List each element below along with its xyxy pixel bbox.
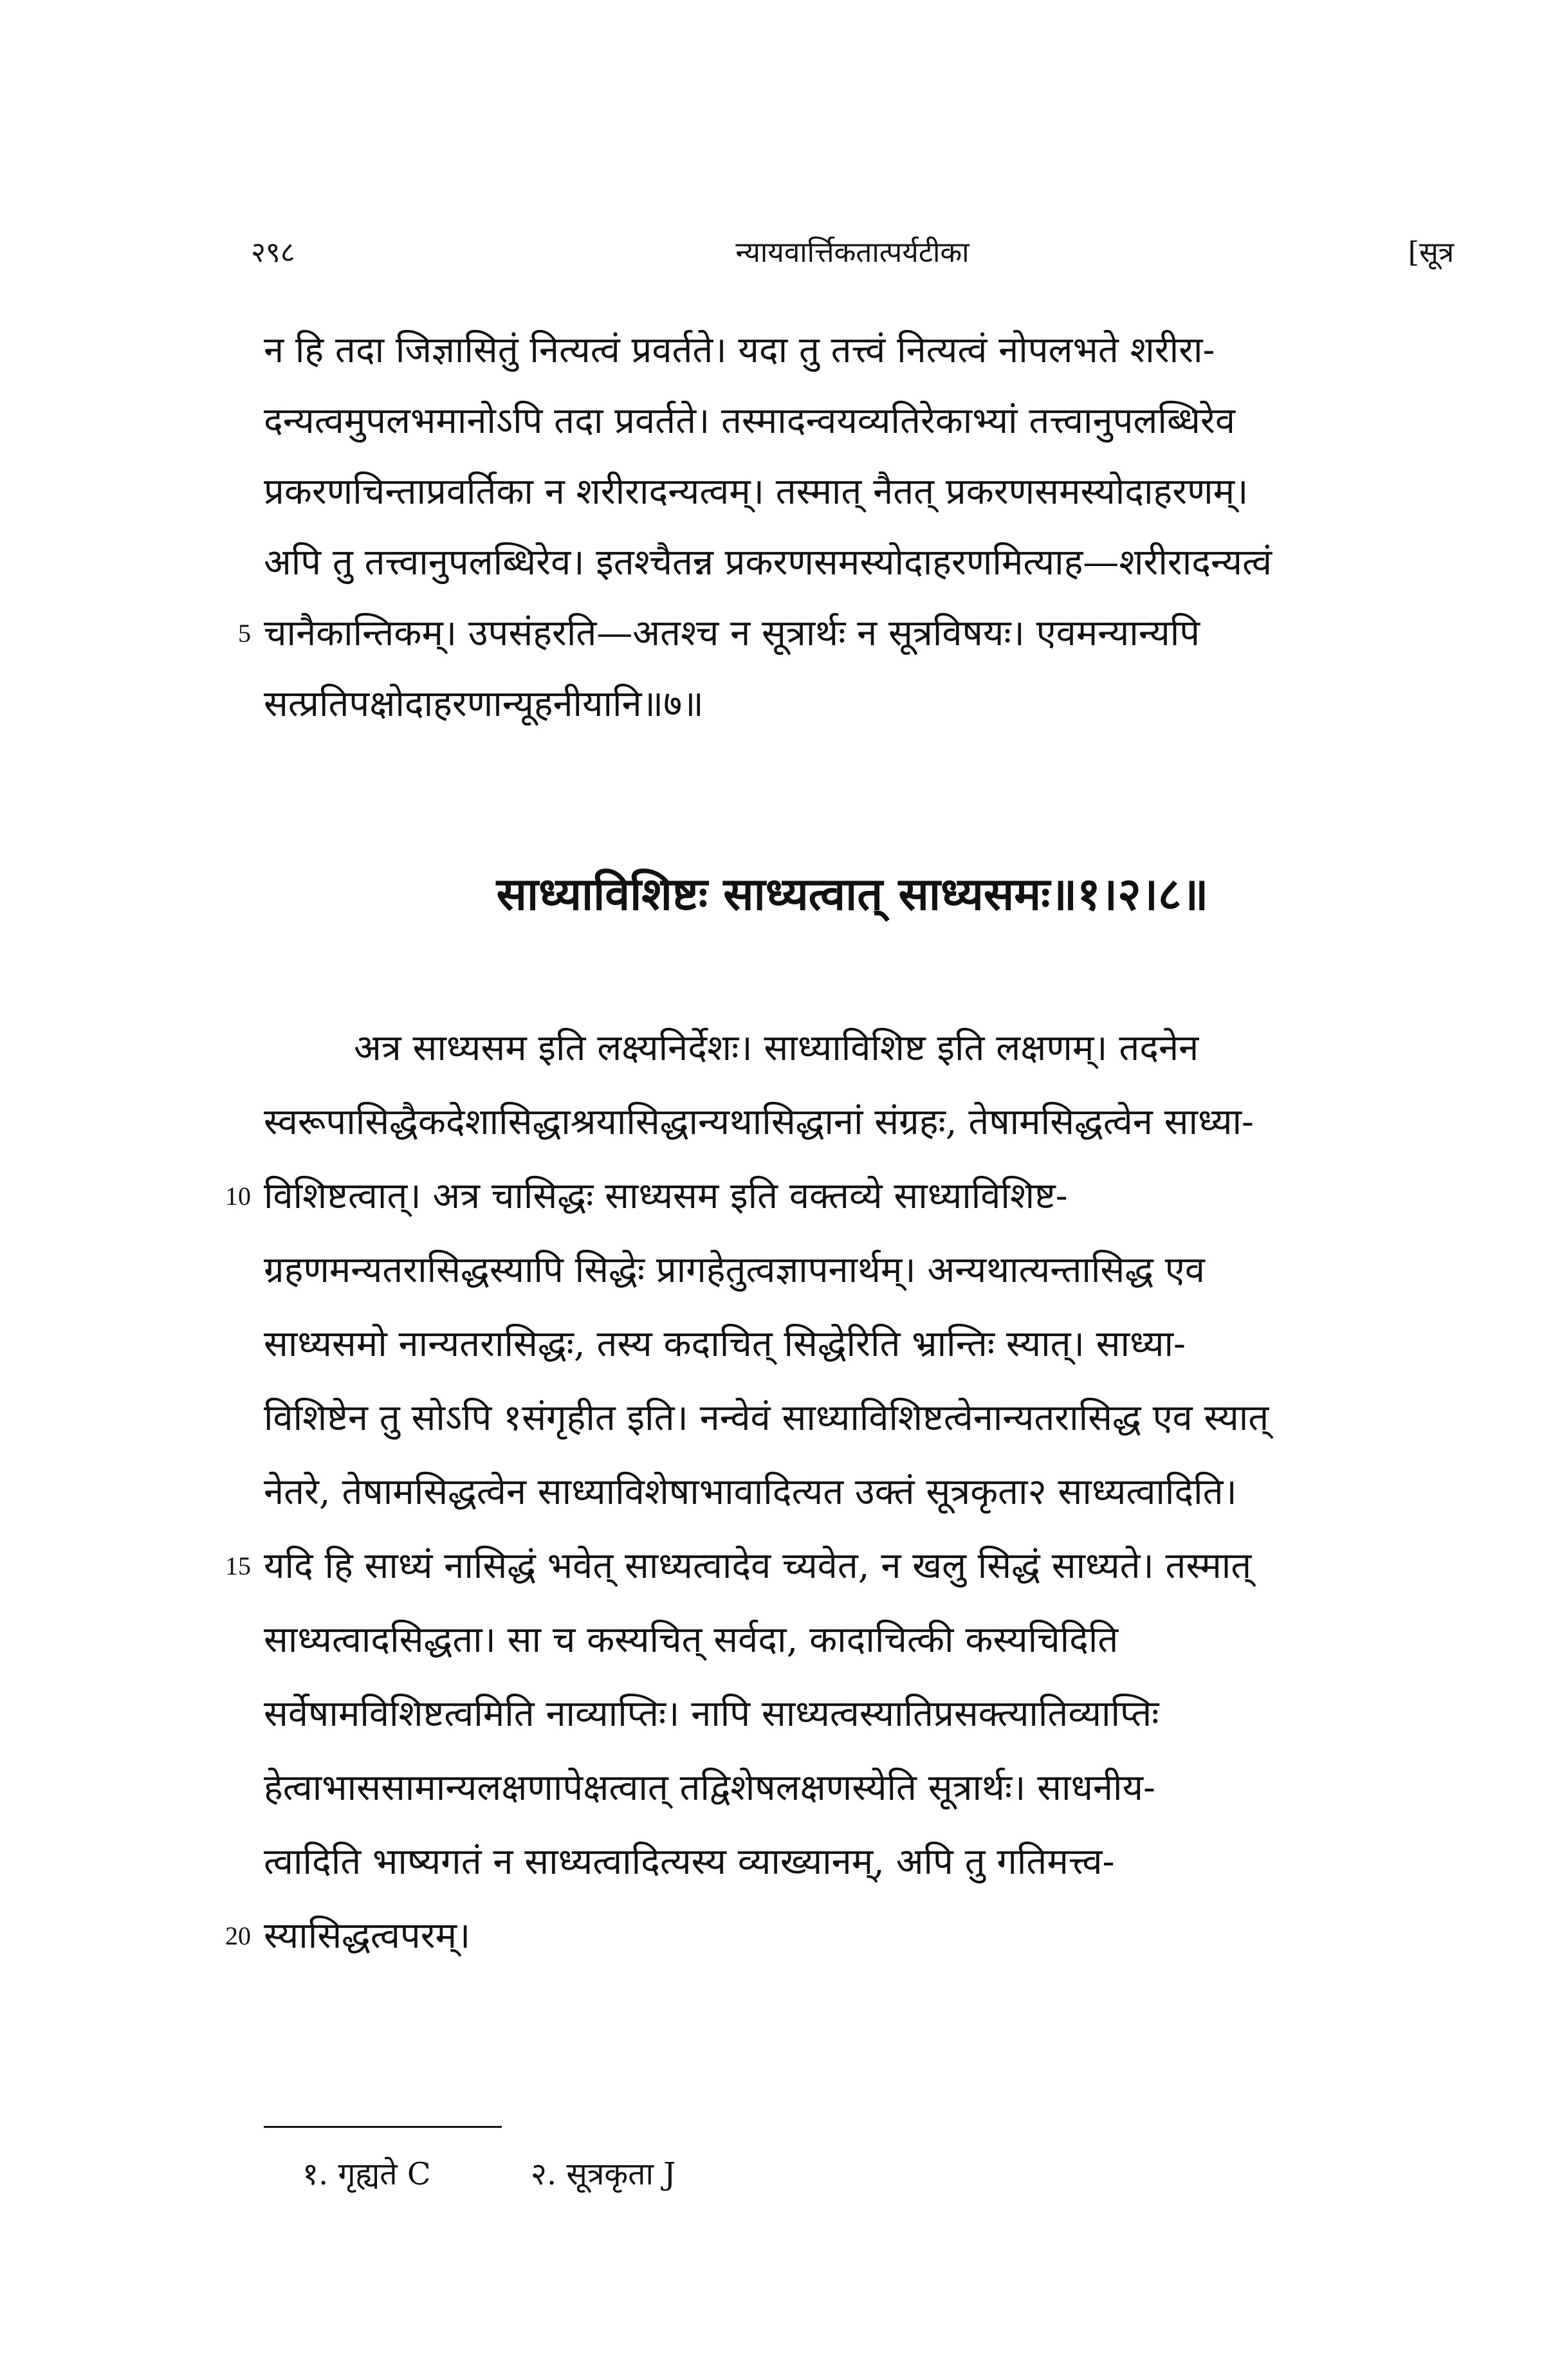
text-line (264, 396, 1467, 466)
text-line (264, 466, 1467, 537)
line-text: नेतरे, तेषामसिद्धत्वेन साध्याविशेषाभावादित्यत उक्तं सूत्रकृता२ साध्यत्वादिति। (264, 1471, 1237, 1513)
footnote-2: २. सूत्रकृता J (530, 2156, 676, 2192)
text-line (264, 1023, 1467, 1094)
text-line (264, 1615, 1467, 1685)
section-marker: [सूत्र (1408, 236, 1454, 269)
line-text: विशिष्टेन तु सोऽपि १संगृहीत इति। नन्वेवं साध्याविशिष्टत्वेनान्यतरासिद्ध एव स्यात् (264, 1397, 1269, 1439)
text-line (264, 608, 1467, 679)
text-line (264, 1171, 1467, 1241)
text-line (264, 537, 1467, 608)
line-number: 5 (238, 619, 251, 648)
line-number: 15 (225, 1552, 251, 1580)
line-text: न हि तदा जिज्ञासितुं नित्यत्वं प्रवर्तते। यदा तु तत्त्वं नित्यत्वं नोपलभते शरीरा- (264, 329, 1215, 371)
line-text: साध्यसमो नान्यतरासिद्धः, तस्य कदाचित् सिद्धेरिति भ्रान्तिः स्यात्। साध्या- (264, 1323, 1186, 1365)
line-text: चानैकान्तिकम्। उपसंहरति—अतश्च न सूत्रार्थः न सूत्रविषयः। एवमन्यान्यपि (264, 612, 1200, 654)
line-text: हेत्वाभाससामान्यलक्षणापेक्षत्वात् तद्विशेषलक्षणस्येति सूत्रार्थः। साधनीय- (264, 1767, 1155, 1809)
footnotes (302, 2152, 1332, 2197)
running-header (251, 232, 1454, 277)
line-text: दन्यत्वमुपलभमानोऽपि तदा प्रवर्तते। तस्मादन्वयव्यतिरेकाभ्यां तत्त्वानुपलब्धिरेव (264, 400, 1235, 442)
line-number: 20 (225, 1921, 251, 1950)
line-text: अपि तु तत्त्वानुपलब्धिरेव। इतश्चैतन्न प्रकरणसमस्योदाहरणमित्याह—शरीरादन्यत्वं (264, 542, 1272, 583)
text-line (264, 1467, 1467, 1537)
line-text: स्वरूपासिद्धैकदेशासिद्धाश्रयासिद्धान्यथासिद्धानां संग्रहः, तेषामसिद्धत्वेन साध्या- (264, 1101, 1254, 1143)
text-line (264, 325, 1467, 396)
sutra-heading: साध्याविशिष्टः साध्यत्वात् साध्यसमः॥१।२।८॥ (496, 867, 1209, 920)
line-text: अत्र साध्यसम इति लक्ष्यनिर्देशः। साध्याविशिष्ट इति लक्षणम्। तदनेन (354, 1027, 1199, 1069)
footnote-1: १. गृह्यते C (302, 2156, 431, 2192)
text-line (264, 1319, 1467, 1389)
line-text: साध्यत्वादसिद्धता। सा च कस्यचित् सर्वदा, कादाचित्की कस्यचिदिति (264, 1619, 1119, 1661)
line-text: स्यासिद्धत्वपरम्। (264, 1915, 471, 1957)
text-line (264, 1762, 1467, 1833)
running-title: न्यायवार्त्तिकतात्पर्यटीका (735, 236, 970, 269)
text-line (264, 1541, 1467, 1611)
text-line (264, 1245, 1467, 1315)
text-line (264, 1097, 1467, 1167)
line-number: 10 (225, 1182, 251, 1211)
text-line (264, 1689, 1467, 1759)
line-text: यदि हि साध्यं नासिद्धं भवेत् साध्यत्वादेव च्यवेत, न खलु सिद्धं साध्यते। तस्मात् (264, 1545, 1252, 1587)
text-line (264, 1836, 1467, 1907)
line-text: विशिष्टत्वात्। अत्र चासिद्धः साध्यसम इति वक्तव्ये साध्याविशिष्ट- (264, 1175, 1068, 1217)
line-text: त्वादिति भाष्यगतं न साध्यत्वादित्यस्य व्याख्यानम्, अपि तु गतिमत्त्व- (264, 1841, 1115, 1883)
footnote-divider (264, 2126, 502, 2128)
line-text: सर्वेषामविशिष्टत्वमिति नाव्याप्तिः। नापि साध्यत्वस्यातिप्रसक्त्यातिव्याप्तिः (264, 1693, 1159, 1735)
line-text: सत्प्रतिपक्षोदाहरणान्यूहनीयानि॥७॥ (264, 683, 704, 725)
text-line (264, 679, 1467, 749)
text-line (264, 1910, 1467, 1981)
text-line (264, 1393, 1467, 1463)
line-text: प्रकरणचिन्ताप्रवर्तिका न शरीरादन्यत्वम्। तस्मात् नैतत् प्रकरणसमस्योदाहरणम्। (264, 471, 1249, 513)
page-number: २९८ (251, 236, 295, 269)
line-text: ग्रहणमन्यतरासिद्धस्यापि सिद्धेः प्रागहेतुत्वज्ञापनार्थम्। अन्यथात्यन्तासिद्ध एव (264, 1249, 1205, 1291)
